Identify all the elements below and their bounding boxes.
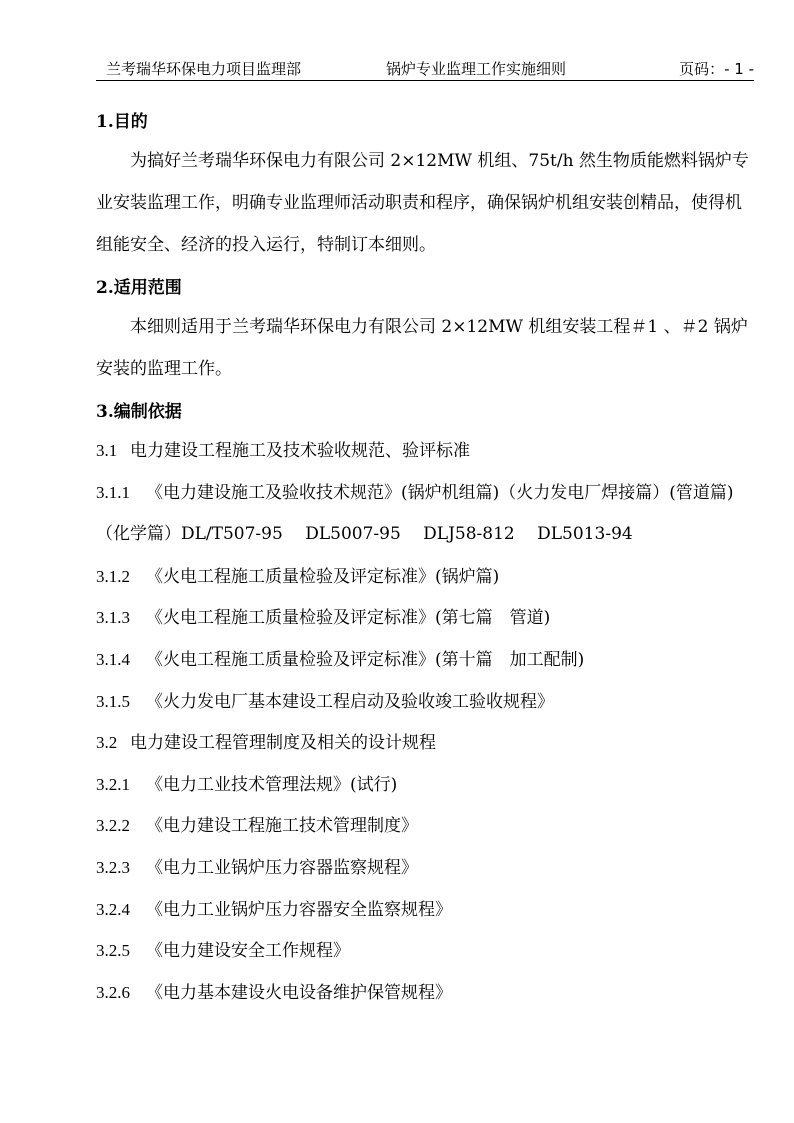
list-item: [96, 430, 754, 472]
item-text: 《电力工业技术管理法规》(试行): [146, 774, 398, 795]
list-item: [96, 764, 754, 806]
header-organization: 兰考瑞华环保电力项目监理部: [106, 60, 302, 78]
list-item: [96, 597, 754, 639]
item-text: 《电力基本建设火电设备维护保管规程》: [146, 982, 452, 1003]
page-header: [96, 56, 754, 81]
item-number: 3.2.5: [96, 941, 130, 961]
item-number: 3.2.4: [96, 899, 130, 919]
list-item: [96, 472, 754, 556]
list-item: [96, 556, 754, 598]
list-item: [96, 972, 754, 1014]
list-item: [96, 930, 754, 972]
list-item: [96, 681, 754, 723]
header-page-number: 页码：- 1 -: [679, 60, 754, 78]
scope-paragraph: 本细则适用于兰考瑞华环保电力有限公司 2×12MW 机组安装工程＃1 、＃2 锅炉安装的监理工作。: [96, 317, 748, 379]
item-text: 《火电工程施工质量检验及评定标准》(第七篇 管道): [146, 608, 551, 629]
item-text: 《电力建设工程施工技术管理制度》: [146, 816, 418, 837]
item-number: 3.1.3: [96, 608, 130, 628]
list-item: [96, 889, 754, 931]
header-document-title: 锅炉专业监理工作实施细则: [386, 60, 567, 78]
item-text: 《电力建设施工及验收技术规范》(锅炉机组篇)（火力发电厂焊接篇）(管道篇)（化学篇）DL/T507-95 DL5007-95 DLJ58-812 DL5013-94: [96, 482, 734, 545]
section-heading-basis: 3.编制依据: [96, 402, 182, 422]
item-number: 3.1: [96, 441, 118, 460]
section-heading-scope: 2.适用范围: [96, 278, 182, 298]
item-text: 《火电工程施工质量检验及评定标准》(锅炉篇): [146, 566, 500, 587]
list-item: [96, 847, 754, 889]
item-number: 3.2.6: [96, 982, 130, 1002]
list-item: [96, 805, 754, 847]
item-text: 电力建设工程施工及技术验收规范、验评标准: [130, 441, 470, 461]
document-body: [96, 100, 754, 1013]
item-number: 3.2.2: [96, 816, 130, 836]
list-item: [96, 722, 754, 764]
item-text: 《火力发电厂基本建设工程启动及验收竣工验收规程》: [146, 691, 554, 712]
section-heading-purpose: 1.目的: [96, 112, 148, 132]
item-number: 3.2.1: [96, 774, 130, 794]
item-text: 电力建设工程管理制度及相关的设计规程: [130, 733, 436, 754]
item-number: 3.1.1: [96, 482, 130, 502]
item-number: 3.2: [96, 733, 118, 753]
purpose-paragraph: 为搞好兰考瑞华环保电力有限公司 2×12MW 机组、75t/h 然生物质能燃料锅炉专业安装监理工作，明确专业监理师活动职责和程序，确保锅炉机组安装创精品，使得机组能安全、经济的投入运行，特制订本细则。: [96, 151, 749, 255]
item-text: 《电力建设安全工作规程》: [146, 941, 350, 962]
list-item: [96, 639, 754, 681]
item-text: 《电力工业锅炉压力容器监察规程》: [146, 857, 418, 878]
item-text: 《火电工程施工质量检验及评定标准》(第十篇 加工配制): [146, 649, 585, 670]
item-number: 3.1.2: [96, 566, 130, 586]
item-number: 3.2.3: [96, 857, 130, 877]
item-text: 《电力工业锅炉压力容器安全监察规程》: [146, 899, 452, 920]
item-number: 3.1.4: [96, 649, 130, 669]
item-number: 3.1.5: [96, 691, 130, 711]
